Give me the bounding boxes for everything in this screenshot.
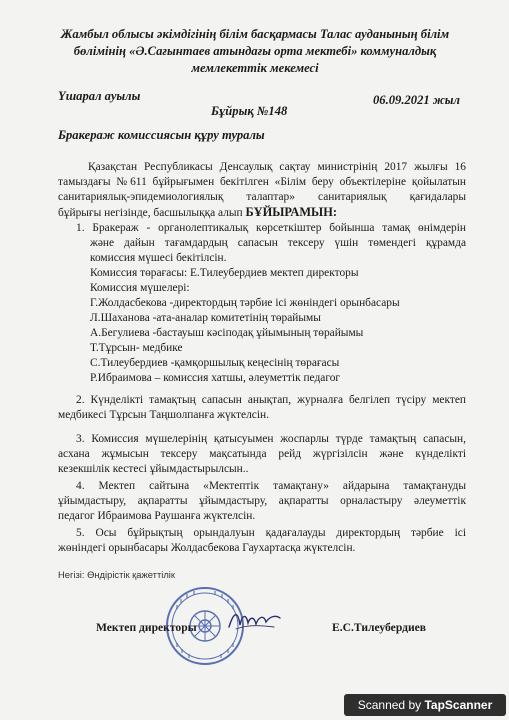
header-line: мемлекеттік мекемесі: [191, 61, 319, 75]
signatory-title: Мектеп директоры: [96, 621, 197, 634]
item-line: ұйымдастыру, ақпаратты ұйымдастыру, ақпаратты орналастыру әлеуметтік: [58, 495, 466, 507]
intro-line: тамыздағы №611 бұйрығымен бекітілген «Білім беру объектілеріне қойылатын: [58, 176, 466, 188]
member-item: Г.Жолдасбекова -директордың тәрбие ісі жөніндегі орынбасары: [90, 297, 400, 309]
intro-line: [58, 205, 466, 220]
badge-prefix: Scanned by: [357, 698, 425, 712]
item-2: [58, 393, 466, 423]
member-item: Т.Тұрсын- медбике: [90, 342, 183, 354]
item-line: асхана жұмысын тексеру мақсатында рейд жүргізілсін және күнделікті: [58, 448, 466, 460]
order-date: 06.09.2021 жыл: [373, 93, 461, 107]
item-line: 2. Күнделікті тамақтың сапасын анықтап, журналға белгілеп түсіру мектеп: [76, 394, 466, 406]
item-1: [76, 221, 466, 386]
intro-text: бұйрығы негізінде, басшылыққа алып: [58, 207, 246, 219]
commission-chair: Комиссия төрағасы: Е.Тилеубердиев мектеп директоры: [90, 267, 359, 279]
item-line: медбикесі Тұрсын Таңшолпанға жүктелсін.: [58, 409, 269, 421]
item-line: 5. Осы бұйрықтың орындалуын қадағалауды директордың тәрбие ісі: [76, 527, 466, 539]
item-3: [58, 432, 466, 477]
item-5: [58, 526, 466, 556]
handwritten-signature: [226, 607, 282, 633]
basis-note: Негізі: Өндірістік қажеттілік: [58, 569, 175, 580]
order-number: Бұйрық №148: [211, 104, 288, 118]
item-line: комиссия мүшесі бекітілсін.: [90, 252, 227, 264]
member-item: Л.Шаханова -ата-аналар комитетінің төрайымы: [90, 312, 321, 324]
order-keyword: БҰЙЫРАМЫН:: [245, 205, 337, 219]
member-item: Р.Ибраимова – комиссия хатшы, әлеуметтік педагог: [90, 372, 341, 384]
members-title: Комиссия мүшелері:: [90, 282, 190, 294]
order-subject: Бракераж комиссиясын құру туралы: [58, 128, 265, 142]
village-name: Үшарал ауылы: [58, 89, 141, 103]
item-line: және дайын тағамдардың сапасын тексеру үшін төмендегі құрамда: [90, 237, 466, 249]
item-line: кезекшілік кестесі ұйымдастырылсын..: [58, 463, 249, 475]
item-line: жөніндегі орынбасары Жолдасбекова Гаухартасқа жүктелсін.: [58, 542, 356, 554]
intro-line: Қазақстан Республикасы Денсаулық сақтау министрінің 2017 жылғы 16: [88, 161, 466, 173]
item-line: педагог Ибраимова Раушанға жүктелсін.: [58, 510, 256, 522]
member-item: С.Тилеубердиев -қамқоршылық кеңесінің төрағасы: [90, 357, 340, 369]
item-line: 3. Комиссия мүшелерінің қатысуымен жоспарлы түрде тамақтың сапасын,: [76, 433, 466, 445]
organization-header: [40, 26, 470, 77]
badge-brand: TapScanner: [424, 698, 493, 712]
signatory-name: Е.С.Тилеубердиев: [332, 621, 427, 634]
header-line: Жамбыл облысы әкімдігінің білім басқармасы Талас ауданының білім: [60, 27, 450, 41]
member-item: А.Бегулиева -бастауыш кәсіподақ ұйымының төрайымы: [90, 327, 364, 339]
scanner-watermark-badge: [344, 694, 506, 716]
item-4: [58, 479, 466, 524]
item-line: 1. Бракераж - органолептикалық көрсеткіштер бойынша тамақ өнімдерін: [76, 222, 466, 234]
intro-line: санитариялық-эпидемиологиялық талаптар» санитариялық қағидалары: [58, 191, 466, 203]
intro-paragraph: [58, 160, 466, 220]
header-line: бөлімінің «Ә.Сағынтаев атындағы орта мектебі» коммуналдық: [73, 44, 437, 58]
item-line: 4. Мектеп сайтына «Мектептік тамақтану» айдарына тамақтануды: [76, 480, 466, 492]
